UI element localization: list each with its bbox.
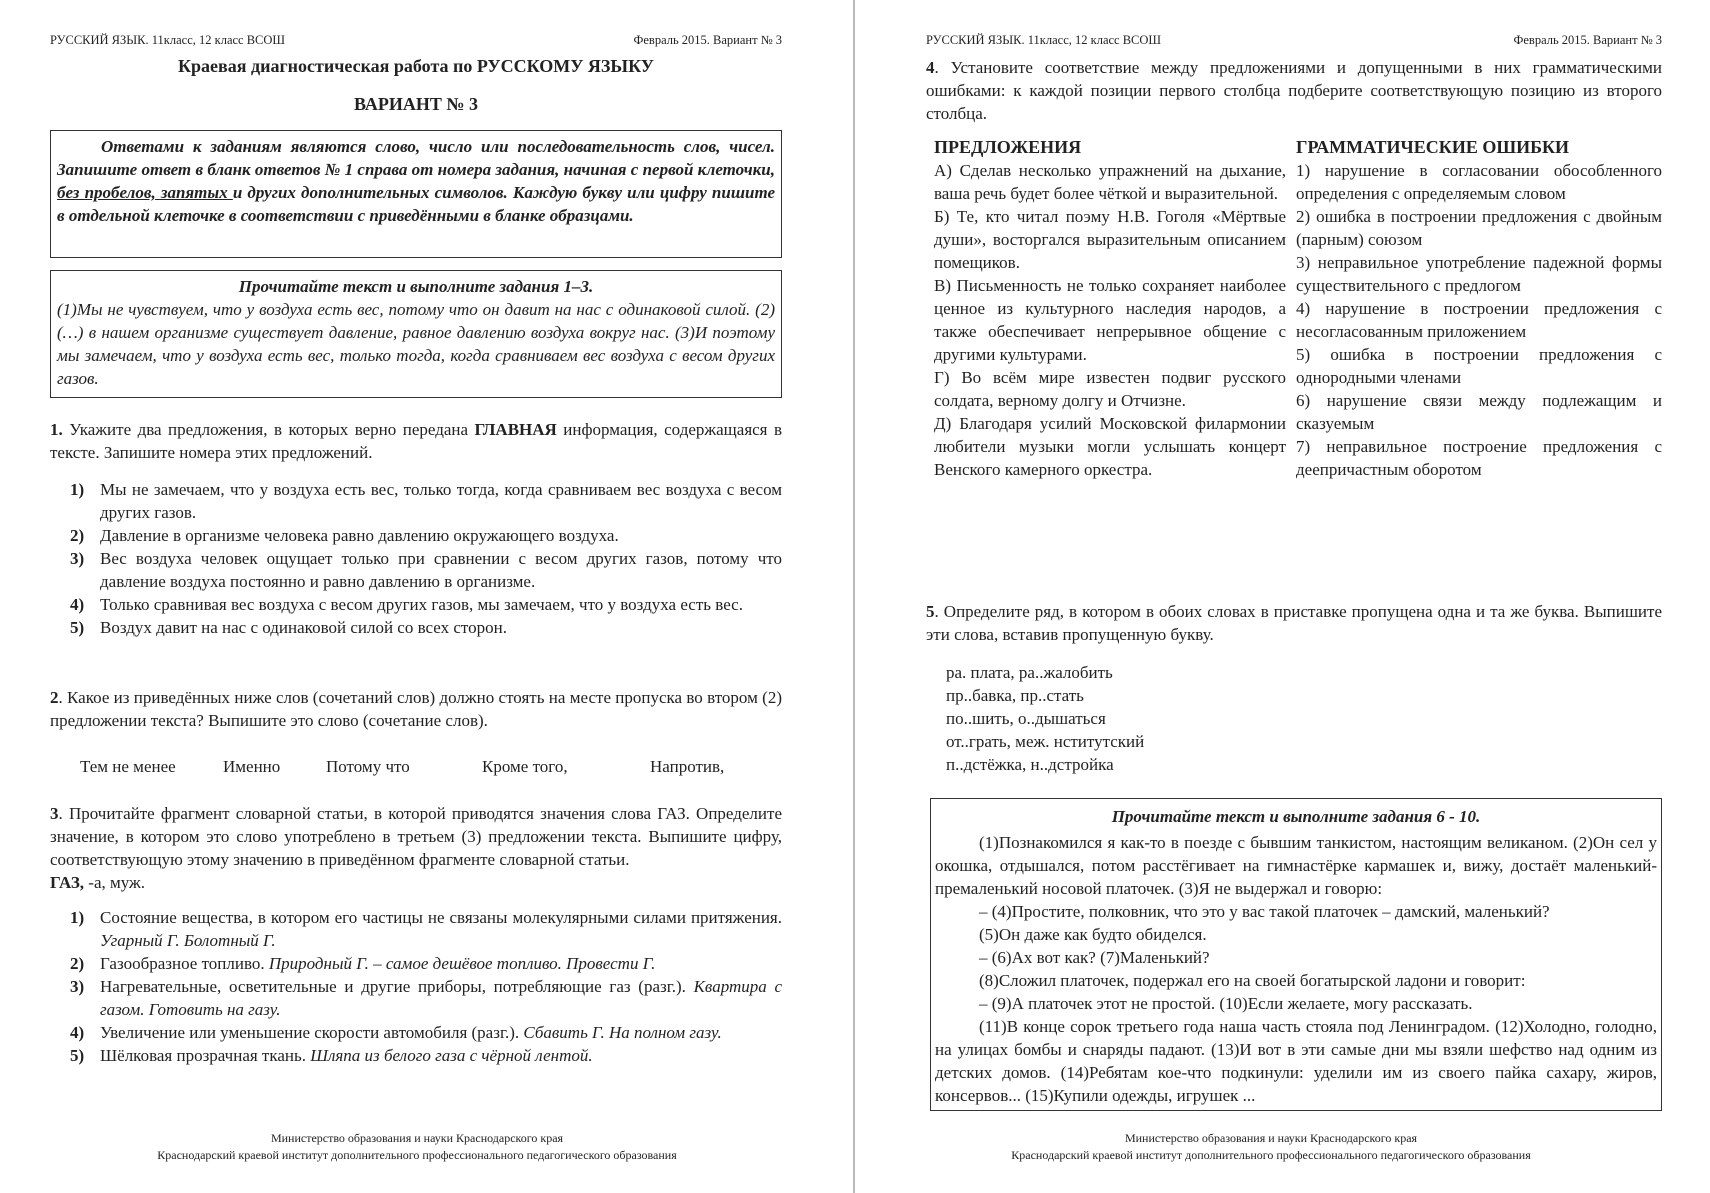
q4-col1-head: ПРЕДЛОЖЕНИЯ: [934, 137, 1082, 157]
q1-options: [50, 478, 782, 639]
option-number: 3): [70, 977, 85, 996]
q5-row: п..дстёжка, н..дстройка: [946, 755, 1114, 774]
option-text: Шёлковая прозрачная ткань.: [100, 1046, 311, 1065]
header-left: РУССКИЙ ЯЗЫК. 11класс, 12 класс ВСОШ: [50, 33, 286, 47]
option-example: Шляпа из белого газа с чёрной лентой.: [310, 1046, 593, 1065]
text2-dialog-line: – (6)Ах вот как? (7)Маленький?: [979, 948, 1210, 967]
text1-heading: Прочитайте текст и выполните задания 1–3.: [238, 277, 594, 296]
text1-box: [50, 270, 782, 398]
option-text: Увеличение или уменьшение скорости автомобиля (разг.).: [100, 1023, 524, 1042]
q5-row: пр..бавка, пр..стать: [946, 686, 1084, 705]
option-example: Квартира с газом. Готовить на газу.: [100, 977, 782, 1019]
text2-dialog-line: – (4)Простите, полковник, что это у вас такой платочек – дамский, маленький?: [979, 902, 1550, 921]
q1-text-b: информация, содержащаяся в тексте. Запишите номера этих предложений.: [50, 420, 782, 462]
q3-option: [50, 952, 782, 975]
q4-sentences: [934, 159, 1296, 481]
option-text: Вес воздуха человек ощущает только при сравнении с весом других газов, потому что давление воздуха постоянно и равно давлению в организме.: [100, 549, 782, 591]
q3-option: [50, 975, 782, 1021]
q3-entry: [50, 871, 782, 894]
instructions-part1: Ответами к заданиям являются слово, число или последовательность слов, чисел. Запишите ответ в бланк ответов № 1 справа от номера задания, начиная с первой клеточки,: [57, 137, 775, 179]
q3-option: [50, 906, 782, 952]
text2-heading: Прочитайте текст и выполните задания 6 - 10.: [1111, 807, 1481, 826]
q4-error: 5) ошибка в построении предложения с однородными членами: [1296, 345, 1662, 387]
q1-option: [50, 593, 782, 616]
q4-text-body: . Установите соответствие между предложениями и допущенными в них грамматическими ошибками: к каждой позиции первого столбца подберите соответствующую позицию из второго столбца.: [926, 58, 1662, 123]
q4-sentence: Г) Во всём мире известен подвиг русского солдата, верному долгу и Отчизне.: [934, 368, 1286, 410]
question-3: [50, 802, 782, 1067]
footer-line1: Министерство образования и науки Краснодарского края: [1124, 1131, 1418, 1145]
q2-word: Тем не менее: [80, 757, 176, 776]
footer-line1: Министерство образования и науки Краснодарского края: [270, 1131, 564, 1145]
option-number: 1): [70, 908, 85, 927]
q5-rows: [946, 661, 1546, 776]
option-number: 3): [70, 549, 85, 568]
option-text: Состояние вещества, в котором его частицы не связаны молекулярными силами притяжения.: [100, 908, 782, 927]
option-text: Газообразное топливо.: [100, 954, 269, 973]
text2-dialog-line: – (9)А платочек этот не простой. (10)Если желаете, могу рассказать.: [979, 994, 1473, 1013]
q2-word: Потому что: [326, 757, 410, 776]
text1-body: (1)Мы не чувствуем, что у воздуха есть вес, потому что он давит на нас с одинаковой силой. (2)(…) в нашем организме существует давление, равное давлению воздуха вокруг нас. (3)И поэтому мы замечаем, что у воздуха есть вес, только тогда, когда сравниваем вес воздуха с весом других газов.: [57, 300, 775, 388]
q5-row: по..шить, о..дышаться: [946, 709, 1106, 728]
q4-sentence: Д) Благодаря усилий Московской филармонии любители музыки могли услышать концерт Венского камерного оркестра.: [934, 414, 1286, 479]
q4-matching-table: [934, 136, 1662, 481]
q1-option: [50, 616, 782, 639]
option-number: 5): [70, 618, 85, 637]
q3-options: [50, 906, 782, 1067]
q1-strong: ГЛАВНАЯ: [474, 420, 557, 439]
q1-option: [50, 524, 782, 547]
option-number: 2): [70, 526, 85, 545]
instructions-part2: и других дополнительных символов. Каждую букву или цифру пишите в отдельной клеточке в соответствии с приведёнными в бланке образцами.: [57, 183, 775, 225]
q3-entry-word: ГАЗ,: [50, 873, 85, 892]
option-text: Нагревательные, осветительные и другие приборы, потребляющие газ (разг.).: [100, 977, 694, 996]
header-right: Февраль 2015. Вариант № 3: [1513, 33, 1662, 47]
option-example: Сбавить Г. На полном газу.: [523, 1023, 722, 1042]
footer-line2: Краснодарский краевой институт дополнительного профессионального педагогического образования: [157, 1148, 677, 1162]
footer-line2: Краснодарский краевой институт дополнительного профессионального педагогического образования: [1011, 1148, 1531, 1162]
option-text: Мы не замечаем, что у воздуха есть вес, только тогда, когда сравниваем вес воздуха с весом других газов.: [100, 480, 782, 522]
q3-text-body: . Прочитайте фрагмент словарной статьи, в которой приводятся значения слова ГАЗ. Определите значение, в котором это слово употреблено в третьем (3) предложении текста. Выпишите цифру, соответствующую этому значению в приведённом фрагменте словарной статьи.: [50, 804, 782, 869]
q2-text-body: . Какое из приведённых ниже слов (сочетаний слов) должно стоять на месте пропуска во втором (2) предложении текста? Выпишите это слово (сочетание слов).: [50, 688, 782, 730]
option-example: Природный Г. – самое дешёвое топливо. Провести Г.: [268, 954, 656, 973]
q3-text: [50, 802, 782, 871]
q1-option: [50, 478, 782, 524]
q4-sentence: Б) Те, кто читал поэму Н.В. Гоголя «Мёртвые души», восторгался выразительным описанием помещиков.: [934, 207, 1286, 272]
instructions-underlined: без пробелов, запятых: [57, 183, 233, 202]
q2-number: 2: [50, 688, 59, 707]
q5-row: ра. плата, ра..жалобить: [946, 663, 1113, 682]
q3-number: 3: [50, 804, 59, 823]
option-text: Воздух давит на нас с одинаковой силой со всех сторон.: [100, 618, 507, 637]
instructions-box: [50, 130, 782, 258]
q1-number: 1.: [50, 420, 63, 439]
q5-text: [926, 600, 1662, 646]
q5-row: от..грать, меж. нститутский: [946, 732, 1145, 751]
question-1: [50, 418, 782, 639]
option-example: Угарный Г. Болотный Г.: [100, 931, 276, 950]
q1-text: [50, 418, 782, 464]
option-number: 1): [70, 480, 85, 499]
q4-number: 4: [926, 58, 935, 77]
text2-dialog-line: (5)Он даже как будто обиделся.: [979, 925, 1207, 944]
q4-error: 7) неправильное построение предложения с деепричастным оборотом: [1296, 437, 1662, 479]
q3-entry-gram: -а, муж.: [84, 873, 146, 892]
text2-box: [930, 798, 1662, 1111]
q4-error: 3) неправильное употребление падежной формы существительного с предлогом: [1296, 253, 1662, 295]
page-divider: [853, 0, 855, 1193]
option-number: 4): [70, 595, 85, 614]
q4-error: 4) нарушение в построении предложения с несогласованным приложением: [1296, 299, 1662, 341]
header-right: Февраль 2015. Вариант № 3: [633, 33, 782, 47]
q2-text: [50, 686, 782, 732]
text2-paragraph: (1)Познакомился я как-то в поезде с бывшим танкистом, настоящим великаном. (2)Он сел у окошка, отдышался, потом расстёгивает на гимнастёрке кармашек и, вижу, достаёт маленький-премаленький носовой платочек. (3)Я не выдержал и говорю:: [935, 833, 1657, 898]
q4-error: 1) нарушение в согласовании обособленного определения с определяемым словом: [1296, 161, 1662, 203]
q4-text: [926, 56, 1662, 125]
q4-error: 6) нарушение связи между подлежащим и сказуемым: [1296, 391, 1662, 433]
question-5: [926, 600, 1662, 646]
option-number: 2): [70, 954, 85, 973]
page-title: Краевая диагностическая работа по РУССКОМУ ЯЗЫКУ: [177, 56, 655, 76]
q4-errors: [1296, 159, 1662, 481]
q1-text-a: Укажите два предложения, в которых верно передана: [62, 420, 475, 439]
page-left: [0, 0, 854, 1193]
q2-word: Именно: [223, 757, 281, 776]
footer-right: [856, 1130, 1686, 1164]
page-right: [856, 0, 1710, 1193]
q2-word: Напротив,: [650, 757, 725, 776]
q4-sentence: В) Письменность не только сохраняет наиболее ценное из культурного наследия народов, а также обеспечивает непрерывное общение с другими культурами.: [934, 276, 1286, 364]
variant-title: ВАРИАНТ № 3: [354, 94, 478, 114]
option-text: Давление в организме человека равно давлению окружающего воздуха.: [100, 526, 619, 545]
q5-text-body: . Определите ряд, в котором в обоих словах в приставке пропущена одна и та же буква. Выпишите эти слова, вставив пропущенную букву.: [926, 602, 1662, 644]
q4-error: 2) ошибка в построении предложения с двойным (парным) союзом: [1296, 207, 1662, 249]
text2-paragraph: (11)В конце сорок третьего года наша часть стояла под Ленинградом. (12)Холодно, голодно, на улицах бомбы и снаряды падают. (13)И вот в эти самые дни мы взяли шефство над одним из детских домов. (14)Ребятам кое-что подкинули: уделили им из своего пайка сахару, жиров, консервов... (15)Купили одежды, игрушек ...: [935, 1017, 1657, 1105]
q2-word: Кроме того,: [482, 757, 568, 776]
q3-option: [50, 1021, 782, 1044]
q3-option: [50, 1044, 782, 1067]
header-left: РУССКИЙ ЯЗЫК. 11класс, 12 класс ВСОШ: [926, 33, 1162, 47]
option-text: Только сравнивая вес воздуха с весом других газов, мы замечаем, что у воздуха есть вес.: [100, 595, 743, 614]
q5-number: 5: [926, 602, 935, 621]
footer-left: [0, 1130, 834, 1164]
q4-col2-head: ГРАММАТИЧЕСКИЕ ОШИБКИ: [1296, 137, 1570, 157]
option-number: 5): [70, 1046, 85, 1065]
q4-sentence: А) Сделав несколько упражнений на дыхание, ваша речь будет более чёткой и выразительной.: [934, 161, 1286, 203]
question-2: [50, 686, 782, 732]
q1-option: [50, 547, 782, 593]
instructions-text: [57, 135, 775, 227]
question-4: [926, 56, 1662, 125]
option-number: 4): [70, 1023, 85, 1042]
text2-dialog-line: (8)Сложил платочек, подержал его на своей богатырской ладони и говорит:: [979, 971, 1526, 990]
